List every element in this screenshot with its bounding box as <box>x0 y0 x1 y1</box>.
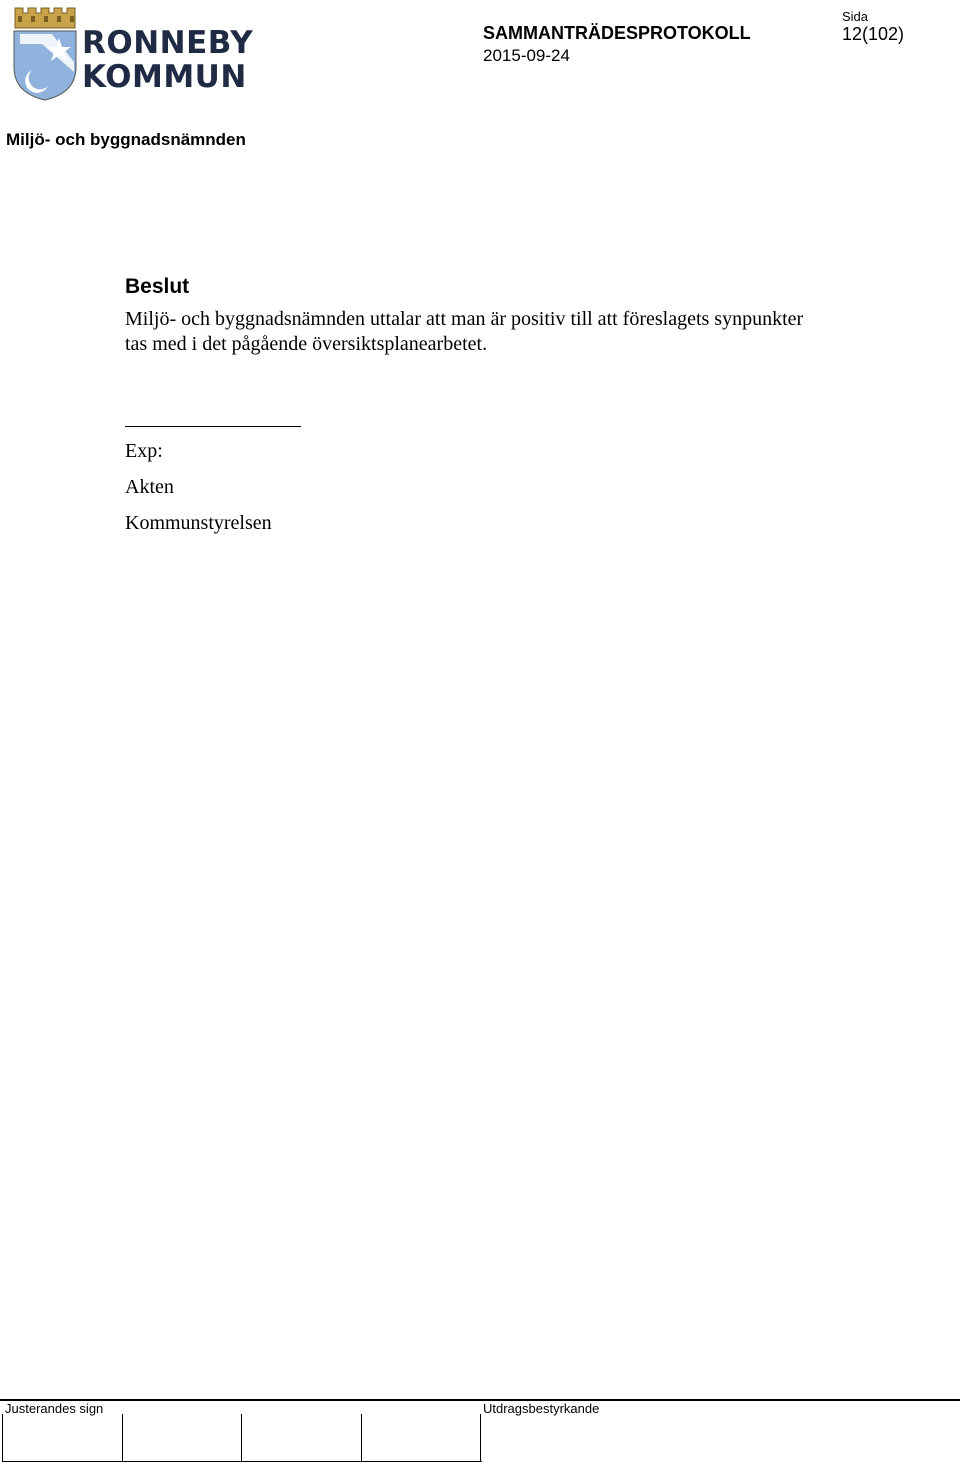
justering-label: Justerandes sign <box>5 1401 104 1416</box>
crest-icon <box>12 4 80 102</box>
distribution-recipient: Kommunstyrelsen <box>125 512 272 534</box>
distribution-label: Exp: <box>125 440 163 462</box>
logo-line-1: RONNEBY <box>82 25 254 61</box>
decision-text: Miljö- och byggnadsnämnden uttalar att man är positiv till att föreslagets synpunkter tas med i det pågående översiktsplanearbetet. <box>125 308 804 355</box>
signature-box-divider <box>480 1414 481 1462</box>
utdrag-label: Utdragsbestyrkande <box>483 1401 600 1416</box>
distribution-recipient: Akten <box>125 476 174 498</box>
page-label: Sida <box>842 9 869 24</box>
page-number: 12(102) <box>842 24 905 44</box>
signature-box-divider <box>361 1414 362 1462</box>
protocol-date: 2015-09-24 <box>483 46 570 65</box>
logo-line-2: KOMMUN <box>82 59 247 95</box>
footer-rule <box>0 1399 960 1401</box>
protocol-title: SAMMANTRÄDESPROTOKOLL <box>483 23 751 43</box>
signature-box-divider <box>241 1414 242 1462</box>
municipality-logo <box>12 4 264 102</box>
separator-line <box>125 426 301 427</box>
decision-heading: Beslut <box>125 275 190 298</box>
signature-box-divider <box>2 1414 3 1462</box>
signature-box-divider <box>122 1414 123 1462</box>
signature-box-bottom <box>2 1461 482 1462</box>
committee-name: Miljö- och byggnadsnämnden <box>6 130 246 149</box>
